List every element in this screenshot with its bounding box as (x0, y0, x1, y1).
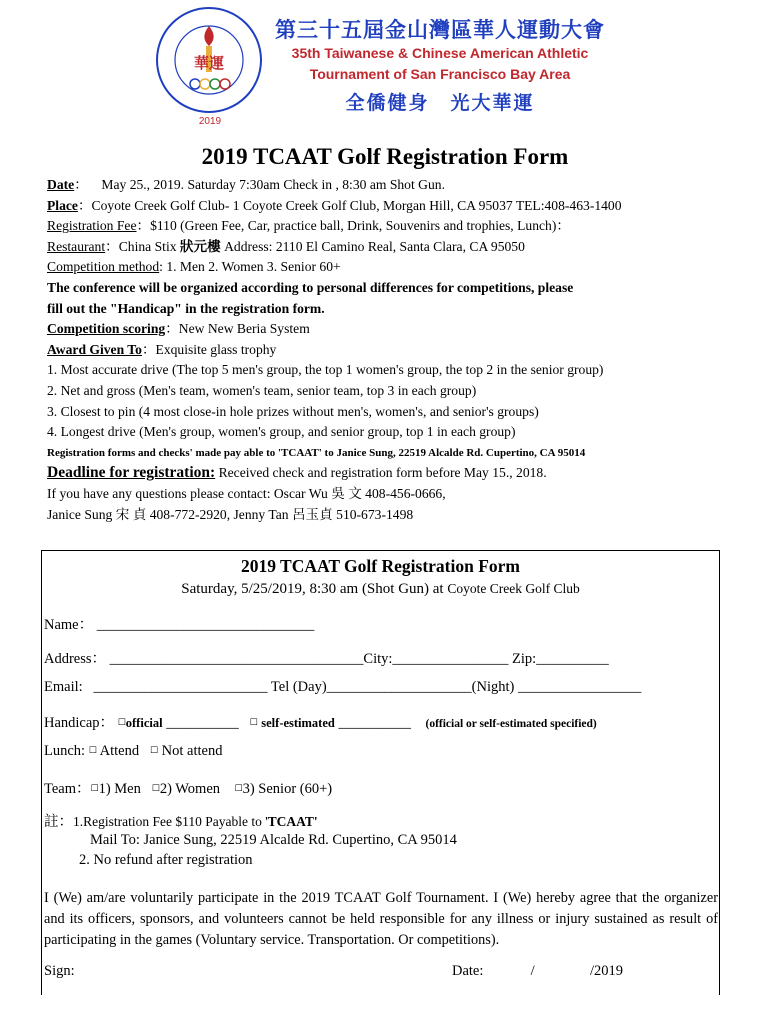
event-info (47, 175, 747, 525)
lunch-row: Lunch: ☐ Attend ☐ Not attend (44, 743, 223, 759)
note-line-1: 註：1.Registration Fee $110 Payable to 'TCAAT' (44, 814, 318, 830)
contact-line1: If you have any questions please contact: Oscar Wu 吳 文 408-456-0666, (47, 485, 446, 501)
handicap-row: Handicap： ☐official __________ ☐ self-estimated __________ (official or self-estimated specified) (44, 715, 597, 731)
tel-day-field[interactable]: ____________________ (326, 679, 472, 695)
method-line: Competition method: 1. Men 2. Women 3. Senior 60+ (47, 259, 341, 275)
page-title: 2019 TCAAT Golf Registration Form (201, 144, 569, 169)
team-women-checkbox[interactable]: ☐ (151, 784, 160, 794)
fee-line: Registration Fee：$110 (Green Fee, Car, practice ball, Drink, Souvenirs and trophies, Lunch)： (47, 218, 570, 234)
award-item-3: 3. Closest to pin (4 most close-in hole prizes without men's, women's, and senior's groups) (47, 403, 539, 419)
tournament-logo (155, 6, 263, 114)
date-slash: / (530, 963, 535, 979)
award-item-1: 1. Most accurate drive (The top 5 men's group, the top 1 women's group, the top 2 in the senior group) (47, 362, 604, 378)
team-men-checkbox[interactable]: ☐ (90, 784, 99, 794)
conference-line2: fill out the "Handicap" in the registration form. (47, 300, 325, 316)
chinese-title: 第三十五屆金山灣區華人運動大會 (275, 19, 605, 42)
form-title: 2019 TCAAT Golf Registration Form (240, 556, 520, 576)
date-label: Date: (452, 963, 484, 979)
name-field[interactable]: ______________________________ (96, 617, 315, 633)
agreement-text: I (We) am/are voluntarily participate in the 2019 TCAAT Golf Tournament. I (We) hereby agree that the organizer and its officers, sponsors, and volunteers cannot be held responsible for any illness or injury sustained as result of participating in the games (Voluntary service. Transportation. Or competitions). (44, 890, 718, 948)
team-senior-checkbox[interactable]: ☐ (234, 784, 243, 794)
handicap-note: (official or self-estimated specified) (425, 718, 597, 730)
handicap-self-field[interactable]: __________ (338, 715, 411, 731)
award-line: Award Given To：Exquisite glass trophy (47, 341, 277, 357)
note-mail: Mail To: Janice Sung, 22519 Alcalde Rd. Cupertino, CA 95014 (90, 832, 457, 848)
svg-text:華運: 華運 (193, 54, 225, 72)
team-row: Team：☐1) Men ☐2) Women ☐3) Senior (60+) (44, 781, 333, 797)
date-row (452, 963, 623, 980)
name-row: Name： ______________________________ (44, 617, 315, 633)
email-field[interactable]: ________________________ (93, 679, 268, 695)
lunch-attend-checkbox[interactable]: ☐ (88, 746, 97, 756)
address-field[interactable]: ___________________________________ (109, 651, 364, 667)
city-field[interactable]: ________________ (392, 651, 509, 667)
scoring-line: Competition scoring：New New Beria System (47, 321, 310, 337)
date-field[interactable]: /2019 (589, 963, 623, 979)
lunch-not-attend-checkbox[interactable]: ☐ (149, 746, 159, 756)
email-row: Email: ________________________ Tel (Day)____________________(Night) _________________ (44, 679, 642, 695)
handicap-official-checkbox[interactable]: ☐ (117, 718, 126, 728)
award-item-2: 2. Net and gross (Men's team, women's team, senior team, top 3 in each group) (47, 382, 477, 398)
english-title-line2: Tournament of San Francisco Bay Area (309, 66, 571, 82)
award-item-4: 4. Longest drive (Men's group, women's group, and senior group, top 1 in each group) (47, 424, 516, 440)
slogan: 全僑健身 光大華運 (345, 93, 535, 114)
deadline-line: Deadline for registration: Received check and registration form before May 15., 2018. (47, 464, 547, 482)
contact-line2: Janice Sung 宋 貞 408-772-2920, Jenny Tan 呂玉貞 510-673-1498 (47, 506, 414, 522)
restaurant-line: Restaurant：China Stix 狀元樓 Address: 2110 El Camino Real, Santa Clara, CA 95050 (47, 238, 525, 254)
date-line: Date： May 25., 2019. Saturday 7:30am Check in , 8:30 am Shot Gun. (47, 177, 445, 192)
conference-line1: The conference will be organized according to personal differences for competitions, please (47, 279, 574, 295)
sign-field[interactable]: Sign: (44, 963, 75, 979)
english-title-line1: 35th Taiwanese & Chinese American Athletic (291, 45, 589, 61)
logo-year: 2019 (198, 116, 222, 127)
checks-note: Registration forms and checks' made pay able to 'TCAAT' to Janice Sung, 22519 Alcalde Rd. Cupertino, CA 95014 (47, 446, 586, 459)
form-subtitle: Saturday, 5/25/2019, 8:30 am (Shot Gun) at Coyote Creek Golf Club (181, 581, 580, 597)
handicap-official-field[interactable]: __________ (166, 715, 239, 731)
address-row: Address： ___________________________________City:________________ Zip:__________ (44, 651, 609, 667)
place-line: Place：Coyote Creek Golf Club- 1 Coyote Creek Golf Club, Morgan Hill, CA 95037 TEL:408-463-1400 (47, 197, 622, 213)
note-line-2: 2. No refund after registration (79, 852, 253, 868)
tel-night-field[interactable]: _________________ (517, 679, 642, 695)
zip-field[interactable]: __________ (536, 651, 609, 667)
handicap-self-checkbox[interactable]: ☐ (249, 718, 258, 728)
registration-form-box (41, 550, 720, 995)
